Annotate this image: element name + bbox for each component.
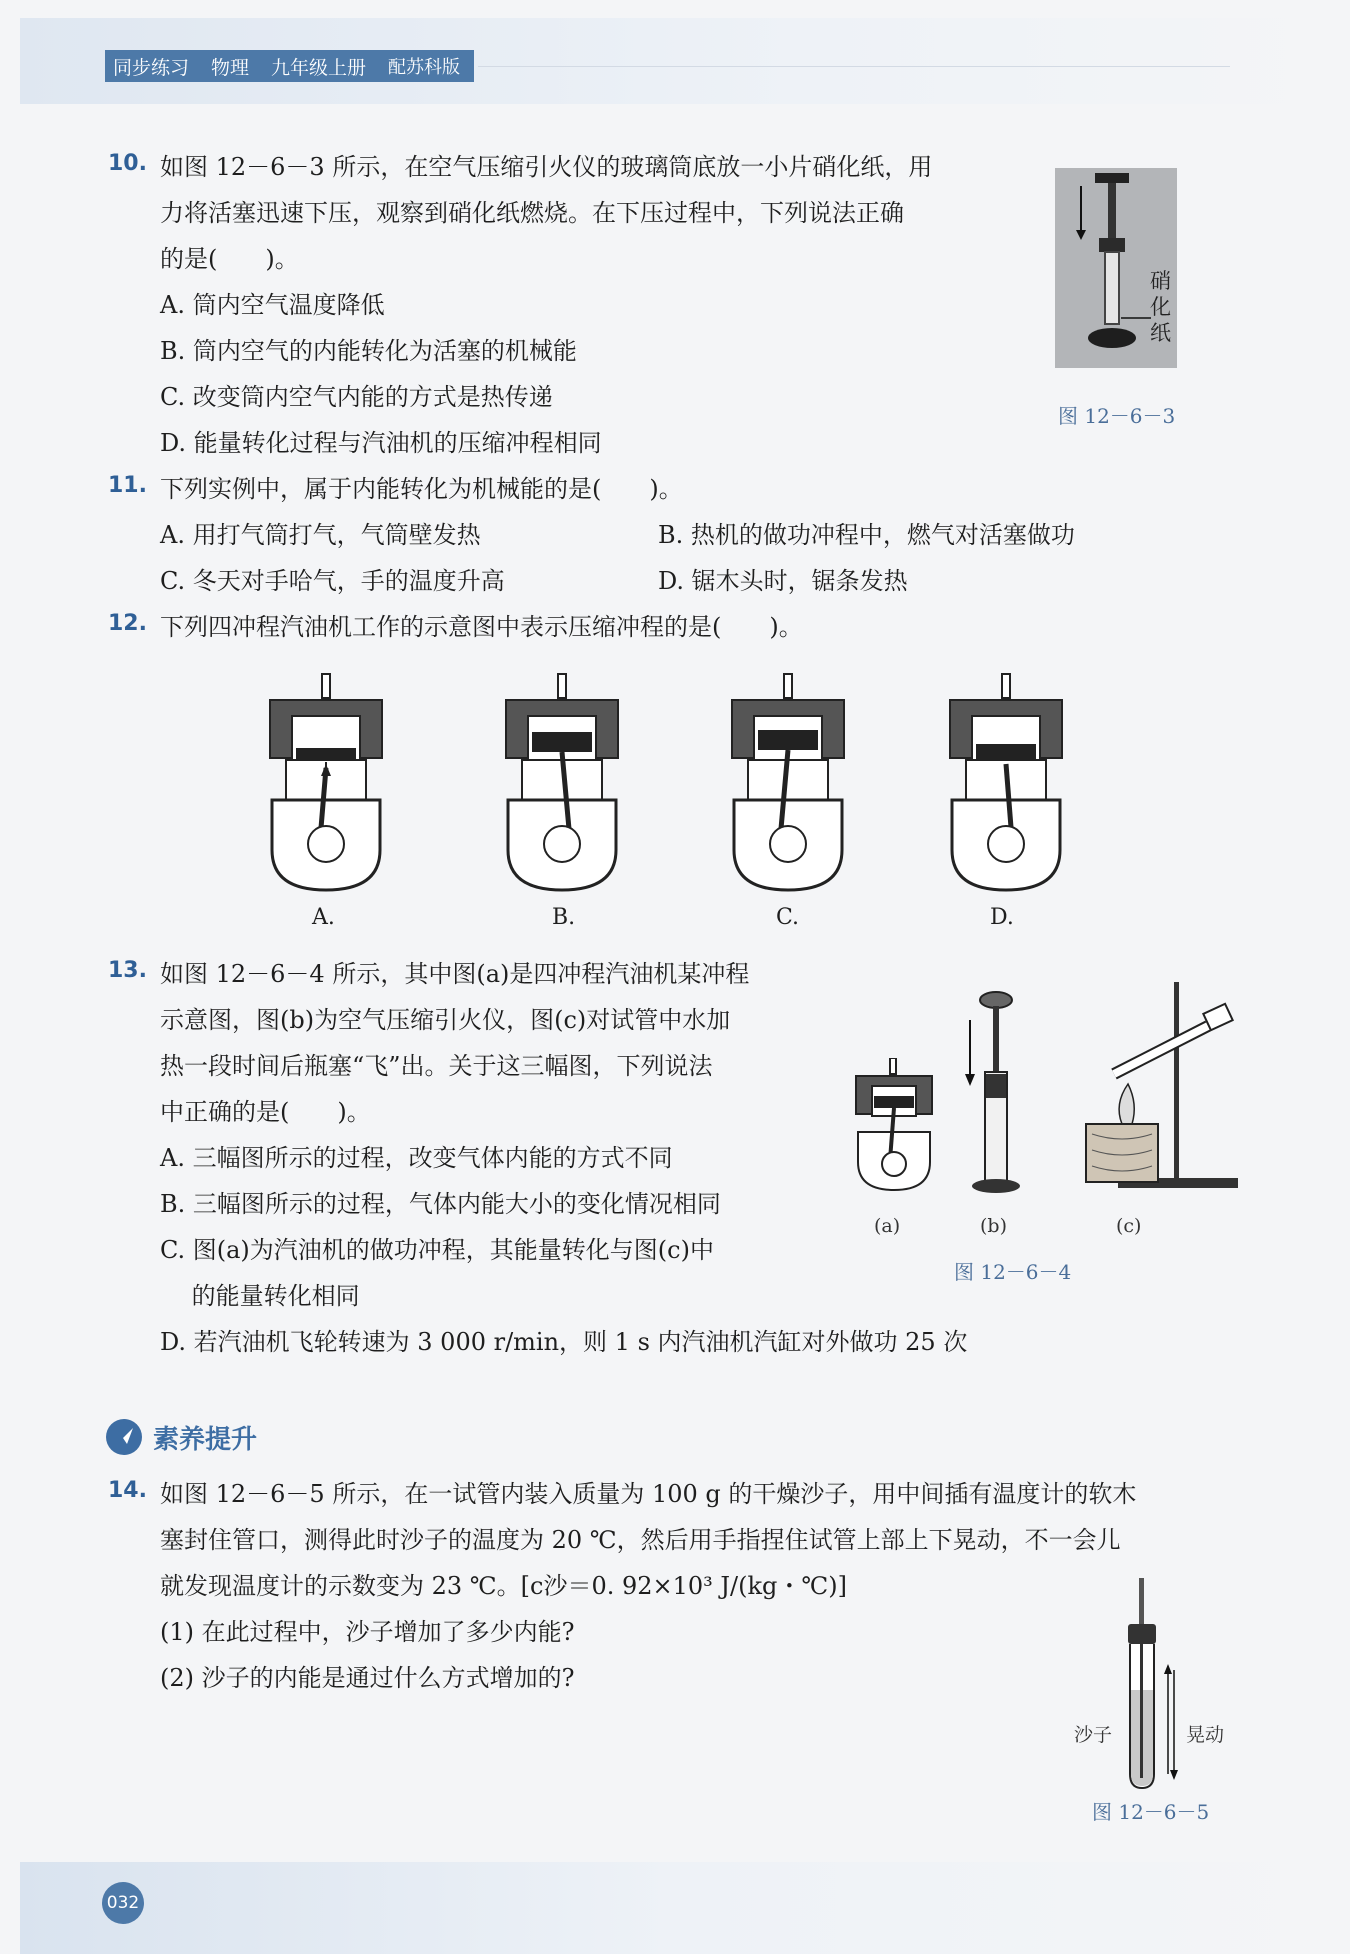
question-14-line-3: 就发现温度计的示数变为 23 ℃。[c沙＝0. 92×10³ J/(kg・℃)]	[160, 1572, 847, 1600]
question-13-option-c: C. 图(a)为汽油机的做功冲程，其能量转化与图(c)中	[160, 1236, 714, 1264]
footer-band	[20, 1862, 1330, 1954]
question-13-line-2: 示意图，图(b)为空气压缩引火仪，图(c)对试管中水加	[160, 1006, 731, 1034]
question-11-option-a: A. 用打气筒打气，气筒壁发热	[160, 521, 481, 549]
question-10-line-3: 的是( )。	[160, 245, 299, 273]
figure-12-6-4-a-engine	[852, 1058, 936, 1194]
question-10-number: 10.	[108, 151, 147, 176]
rocket-icon	[105, 1418, 143, 1456]
question-14-sub-2: (2) 沙子的内能是通过什么方式增加的?	[160, 1664, 575, 1692]
question-14-number: 14.	[108, 1478, 147, 1503]
figure-12-6-5-test-tube	[1112, 1578, 1172, 1792]
question-13-option-d: D. 若汽油机飞轮转速为 3 000 r/min，则 1 s 内汽油机汽缸对外做功 25 次	[160, 1328, 968, 1356]
question-11-option-b: B. 热机的做功冲程中，燃气对活塞做功	[658, 521, 1075, 549]
section-header	[105, 1418, 257, 1456]
question-12-stem: 下列四冲程汽油机工作的示意图中表示压缩冲程的是( )。	[160, 613, 803, 641]
question-14-line-2: 塞封住管口，测得此时沙子的温度为 20 ℃，然后用手指捏住试管上部上下晃动，不一会儿	[160, 1526, 1121, 1554]
question-10-line-2: 力将活塞迅速下压，观察到硝化纸燃烧。在下压过程中，下列说法正确	[160, 199, 904, 227]
figure-12-6-4-caption: 图 12－6－4	[954, 1260, 1072, 1284]
question-11-stem: 下列实例中，属于内能转化为机械能的是( )。	[160, 475, 683, 503]
engine-diagram-b	[498, 672, 626, 897]
label-sand: 沙子	[1074, 1724, 1113, 1746]
engine-label-d: D.	[990, 905, 1014, 930]
engine-label-c: C.	[776, 905, 800, 930]
figure-12-6-4-label-b: (b)	[980, 1215, 1007, 1237]
shake-arrow-icon	[1164, 1662, 1178, 1782]
question-13-line-1: 如图 12－6－4 所示，其中图(a)是四冲程汽油机某冲程	[160, 960, 750, 988]
label-shake: 晃动	[1186, 1724, 1225, 1746]
question-11-option-c: C. 冬天对手哈气，手的温度升高	[160, 567, 505, 595]
page-number: 032	[102, 1882, 144, 1924]
engine-diagram-a	[262, 672, 390, 897]
figure-12-6-4-label-a: (a)	[874, 1215, 901, 1237]
question-10-option-d: D. 能量转化过程与汽油机的压缩冲程相同	[160, 429, 602, 457]
header-rule	[478, 66, 1230, 67]
question-13-option-b: B. 三幅图所示的过程，气体内能大小的变化情况相同	[160, 1190, 721, 1218]
figure-12-6-4-c-apparatus	[1058, 974, 1240, 1196]
question-14-sub-1: (1) 在此过程中，沙子增加了多少内能?	[160, 1618, 575, 1646]
header-subject: 物理	[211, 56, 250, 79]
engine-diagram-d	[942, 672, 1070, 897]
question-11-option-d: D. 锯木头时，锯条发热	[658, 567, 908, 595]
question-13-line-3: 热一段时间后瓶塞“飞”出。关于这三幅图，下列说法	[160, 1052, 713, 1080]
question-10-option-c: C. 改变筒内空气内能的方式是热传递	[160, 383, 553, 411]
header-series: 同步练习	[113, 56, 190, 79]
question-14-line-1: 如图 12－6－5 所示，在一试管内装入质量为 100 g 的干燥沙子，用中间插有温度计的软木	[160, 1480, 1137, 1508]
question-13-option-c-cont: 的能量转化相同	[160, 1282, 360, 1310]
figure-12-6-4-b-syringe	[962, 990, 1028, 1196]
question-12-number: 12.	[108, 611, 147, 636]
header-bar	[105, 50, 474, 82]
question-13-number: 13.	[108, 958, 147, 983]
question-13-option-a: A. 三幅图所示的过程，改变气体内能的方式不同	[160, 1144, 673, 1172]
engine-diagram-c	[724, 672, 852, 897]
engine-label-b: B.	[552, 905, 576, 930]
question-10-option-a: A. 筒内空气温度降低	[160, 291, 385, 319]
question-10-line-1: 如图 12－6－3 所示，在空气压缩引火仪的玻璃筒底放一小片硝化纸，用	[160, 153, 933, 181]
engine-label-a: A.	[312, 905, 335, 930]
header-grade: 九年级上册	[271, 56, 367, 79]
figure-12-6-3-caption: 图 12－6－3	[1058, 404, 1176, 428]
figure-12-6-3-label: 硝化纸	[1150, 269, 1171, 345]
question-13-line-4: 中正确的是( )。	[160, 1098, 371, 1126]
header-edition: 配苏科版	[388, 57, 461, 78]
figure-12-6-4-label-c: (c)	[1116, 1215, 1142, 1237]
figure-12-6-5-caption: 图 12－6－5	[1092, 1800, 1210, 1824]
question-11-number: 11.	[108, 473, 147, 498]
question-10-option-b: B. 筒内空气的内能转化为活塞的机械能	[160, 337, 577, 365]
section-title: 素养提升	[153, 1424, 258, 1455]
